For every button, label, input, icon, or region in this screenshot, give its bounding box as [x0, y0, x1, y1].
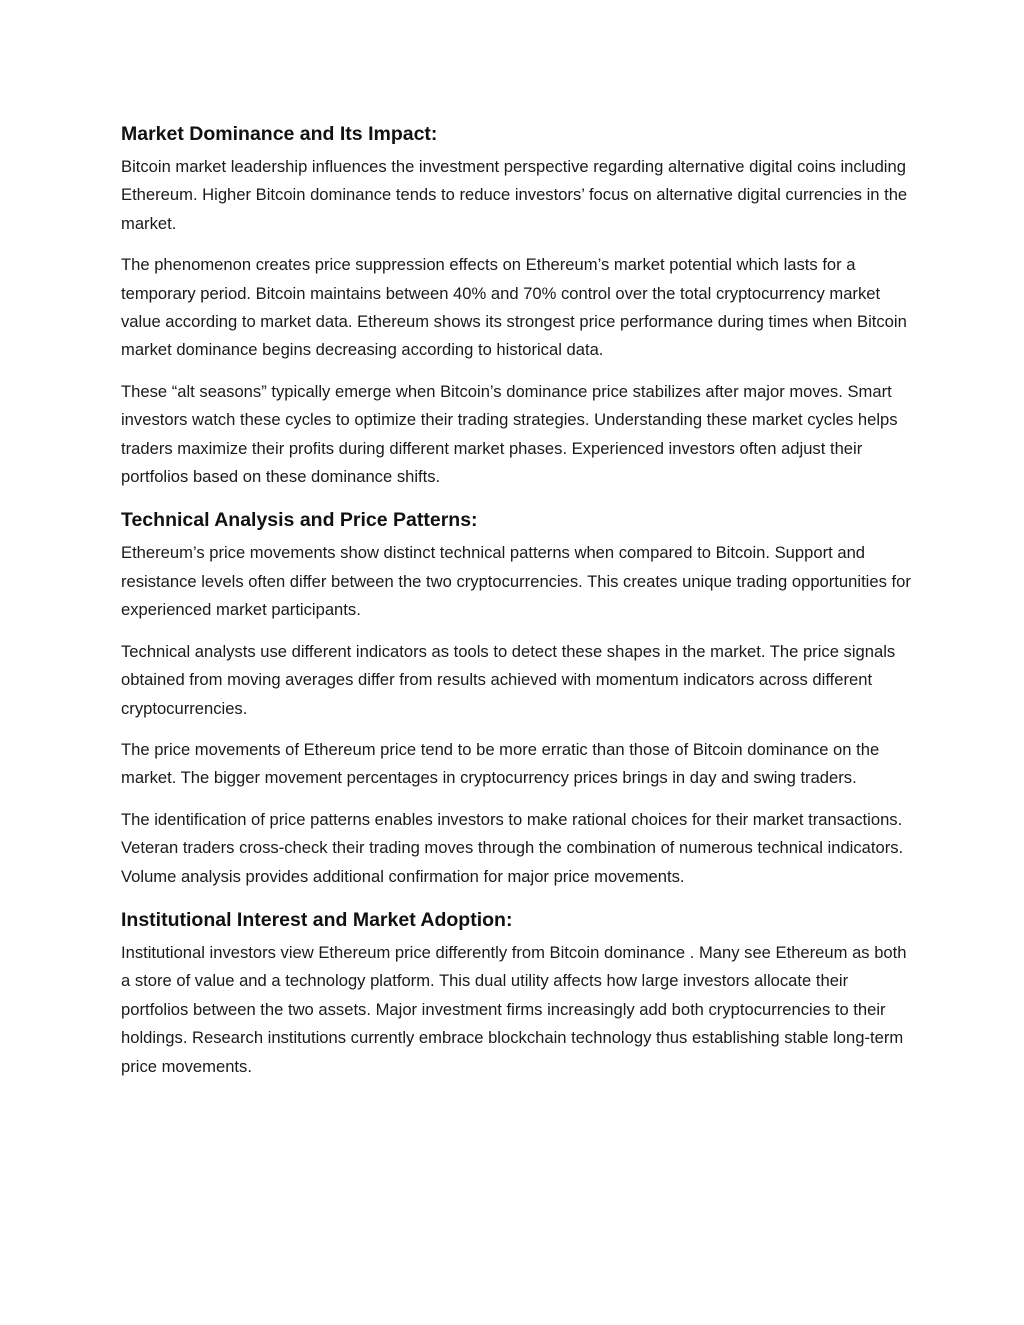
paragraph: Institutional investors view Ethereum price differently from Bitcoin dominance . Many see Ethereum as both a store of value and a technology platform. This dual utility affects how large investors allocate their portfolios between the two assets. Major investment firms increasingly add both cryptocurrencies to their holdings. Research institutions currently embrace blockchain technology thus establishing stable long-term price movements. [121, 942, 907, 1076]
document-page [121, 118, 911, 1094]
section-heading: Institutional Interest and Market Adoption: [121, 908, 513, 931]
section-heading: Technical Analysis and Price Patterns: [121, 509, 478, 532]
section-institutional-interest [121, 904, 911, 1081]
paragraph: The price movements of Ethereum price tend to be more erratic than those of Bitcoin dominance on the market. The bigger movement percentages in cryptocurrency prices brings in day and swing traders. [121, 739, 880, 788]
paragraph: Ethereum’s price movements show distinct technical patterns when compared to Bitcoin. Support and resistance levels often differ between the two cryptocurrencies. This creates unique trading opportunities for experienced market participants. [121, 543, 911, 620]
paragraph: The identification of price patterns enables investors to make rational choices for their market transactions. Veteran traders cross-check their trading moves through the combination of numerous technical indicators. Volume analysis provides additional confirmation for major price movements. [121, 809, 904, 886]
section-market-dominance [121, 118, 911, 491]
section-heading: Market Dominance and Its Impact: [121, 123, 438, 145]
section-technical-analysis [121, 504, 911, 890]
paragraph: The phenomenon creates price suppression effects on Ethereum’s market potential which lasts for a temporary period. Bitcoin maintains between 40% and 70% control over the total cryptocurrency market value according to market data. Ethereum shows its strongest price performance during times when Bitcoin market dominance begins decreasing according to historical data. [121, 255, 907, 360]
paragraph: Bitcoin market leadership influences the investment perspective regarding alternative digital coins including Ethereum. Higher Bitcoin dominance tends to reduce investors’ focus on alternative digital currencies in the market. [121, 157, 908, 233]
paragraph: Technical analysts use different indicators as tools to detect these shapes in the market. The price signals obtained from moving averages differ from results achieved with momentum indicators across different cryptocurrencies. [121, 641, 896, 718]
paragraph: These “alt seasons” typically emerge when Bitcoin’s dominance price stabilizes after major moves. Smart investors watch these cycles to optimize their trading strategies. Understanding these market cycles helps traders maximize their profits during different market phases. Experienced investors often adjust their portfolios based on these dominance shifts. [121, 381, 898, 487]
